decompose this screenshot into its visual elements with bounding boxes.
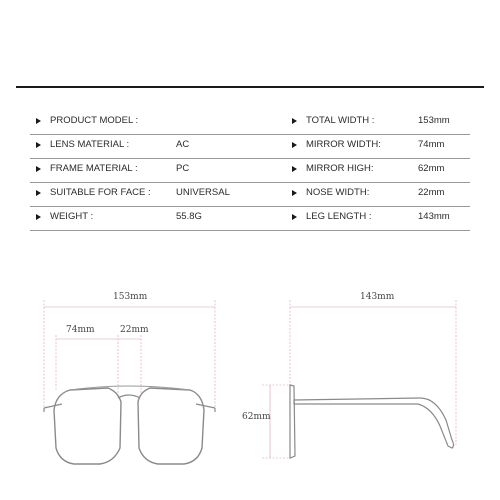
spec-value-mirror-high: 62mm <box>418 163 445 174</box>
spec-label-leg-length: LEG LENGTH : <box>306 211 372 222</box>
lens-height-label: 62mm <box>242 412 271 422</box>
spec-value-lens-material: AC <box>176 139 190 150</box>
spec-value-leg-length: 143mm <box>418 211 450 222</box>
spec-value-weight: 55.8G <box>176 211 202 222</box>
front-view <box>44 292 215 464</box>
spec-value-total-width: 153mm <box>418 115 450 126</box>
spec-label-product-model: PRODUCT MODEL : <box>50 115 139 126</box>
lens-width-label: 74mm <box>66 325 95 335</box>
total-width-label: 153mm <box>113 292 148 302</box>
spec-value-mirror-width: 74mm <box>418 139 445 150</box>
right-lens-frame <box>138 388 204 464</box>
spec-label-suitable-for-face: SUITABLE FOR FACE : <box>50 187 151 198</box>
spec-label-mirror-high: MIRROR HIGH: <box>306 163 374 174</box>
leg-length-label: 143mm <box>360 292 395 302</box>
spec-value-nose-width: 22mm <box>418 187 445 198</box>
spec-value-suitable-for-face: UNIVERSAL <box>176 187 230 198</box>
spec-label-total-width: TOTAL WIDTH : <box>306 115 375 126</box>
temple-arm <box>294 398 454 448</box>
spec-value-frame-material: PC <box>176 163 190 174</box>
spec-label-lens-material: LENS MATERIAL : <box>50 139 130 150</box>
temple-bar <box>44 404 215 408</box>
spec-label-mirror-width: MIRROR WIDTH: <box>306 139 381 150</box>
lens-profile <box>290 385 295 458</box>
left-lens-frame <box>54 388 121 464</box>
spec-label-frame-material: FRAME MATERIAL : <box>50 163 138 174</box>
nose-bridge <box>118 395 140 398</box>
spec-label-weight: WEIGHT : <box>50 211 94 222</box>
nose-width-label: 22mm <box>120 325 149 335</box>
side-view <box>242 292 456 458</box>
spec-label-nose-width: NOSE WIDTH: <box>306 187 370 198</box>
